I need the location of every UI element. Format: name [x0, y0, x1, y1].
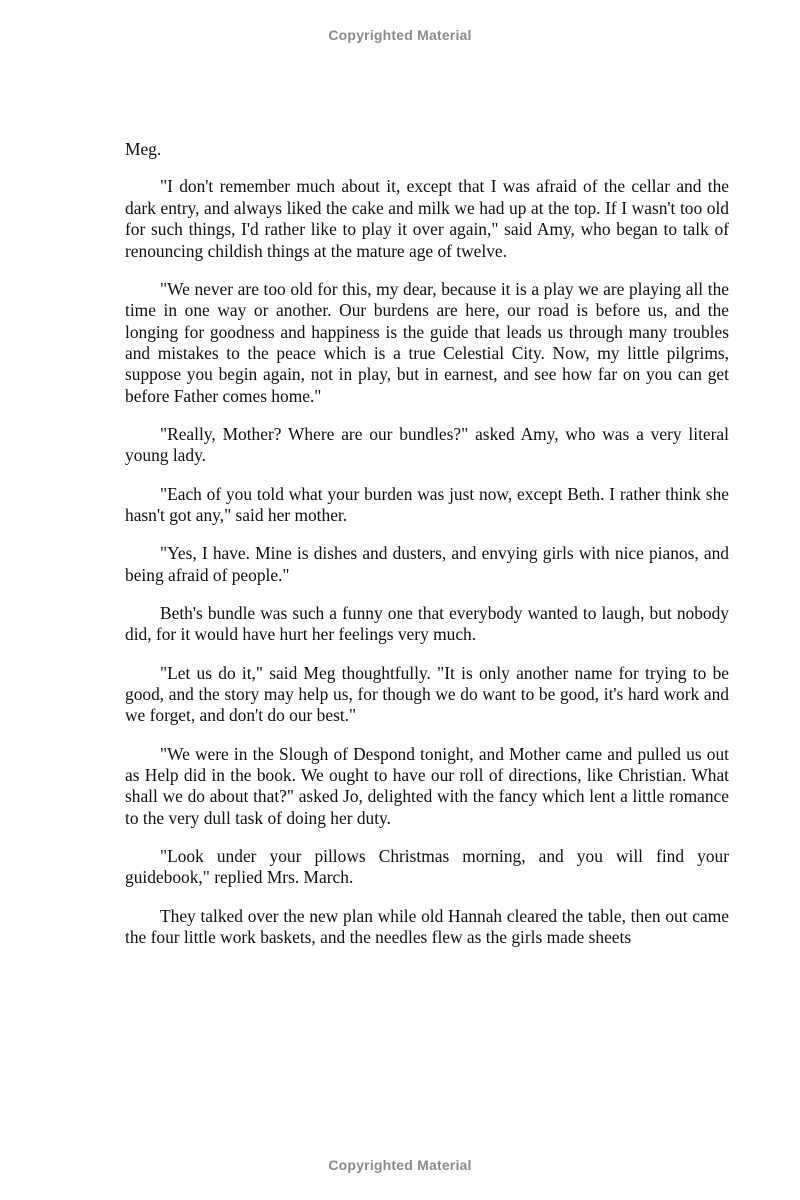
paragraph-mrs-march-reply: "Look under your pillows Christmas morning, and you will find your guidebook," replied Mrs. March. — [125, 845, 729, 888]
paragraph-beth-bundle: Beth's bundle was such a funny one that everybody wanted to laugh, but nobody did, for it would have hurt her feelings very much. — [125, 602, 729, 645]
paragraph-work-baskets: They talked over the new plan while old Hannah cleared the table, then out came the four little work baskets, and the needles flew as the girls made sheets — [125, 905, 729, 947]
paragraph-beth-burden: "Yes, I have. Mine is dishes and dusters, and envying girls with nice pianos, and being afraid of people." — [125, 543, 729, 585]
paragraph-meg-thoughtfully: "Let us do it," said Meg thoughtfully. "It is only another name for trying to be good, and the story may help us, for though we do want to be good, it's hard work and we forget, and don't do our best." — [125, 662, 729, 726]
paragraph-amy-bundles: "Really, Mother? Where are our bundles?" asked Amy, who was a very literal young lady. — [125, 424, 729, 466]
paragraph-mother-play: "We never are too old for this, my dear, because it is a play we are playing all the time in one way or another. Our burdens are here, our road is before us, and the longing for goodness and happiness is the guide that leads us through many troubles and mistakes to the peace which is a true Celestial City. Now, my little pilgrims, suppose you begin again, not in play, but in earnest, and see how far on you can get before Father comes home." — [125, 278, 729, 406]
copyright-watermark-bottom: Copyrighted Material — [328, 1157, 472, 1173]
paragraph-mother-beth: "Each of you told what your burden was just now, except Beth. I rather think she hasn't got any," said her mother. — [125, 483, 729, 526]
paragraph-continuation: Meg. — [125, 139, 162, 159]
paragraph-amy-remember: "I don't remember much about it, except that I was afraid of the cellar and the dark entry, and always liked the cake and milk we had up at the top. If I wasn't too old for such things, I'd rather like to play it over again," said Amy, who began to talk of renouncing childish things at the mature age of twelve. — [125, 176, 729, 261]
copyright-watermark-top: Copyrighted Material — [328, 27, 472, 43]
book-page-text — [125, 139, 729, 965]
paragraph-jo-slough: "We were in the Slough of Despond tonight, and Mother came and pulled us out as Help did in the book. We ought to have our roll of directions, like Christian. What shall we do about that?" asked Jo, delighted with the fancy which lent a little romance to the very dull task of doing her duty. — [125, 743, 729, 828]
